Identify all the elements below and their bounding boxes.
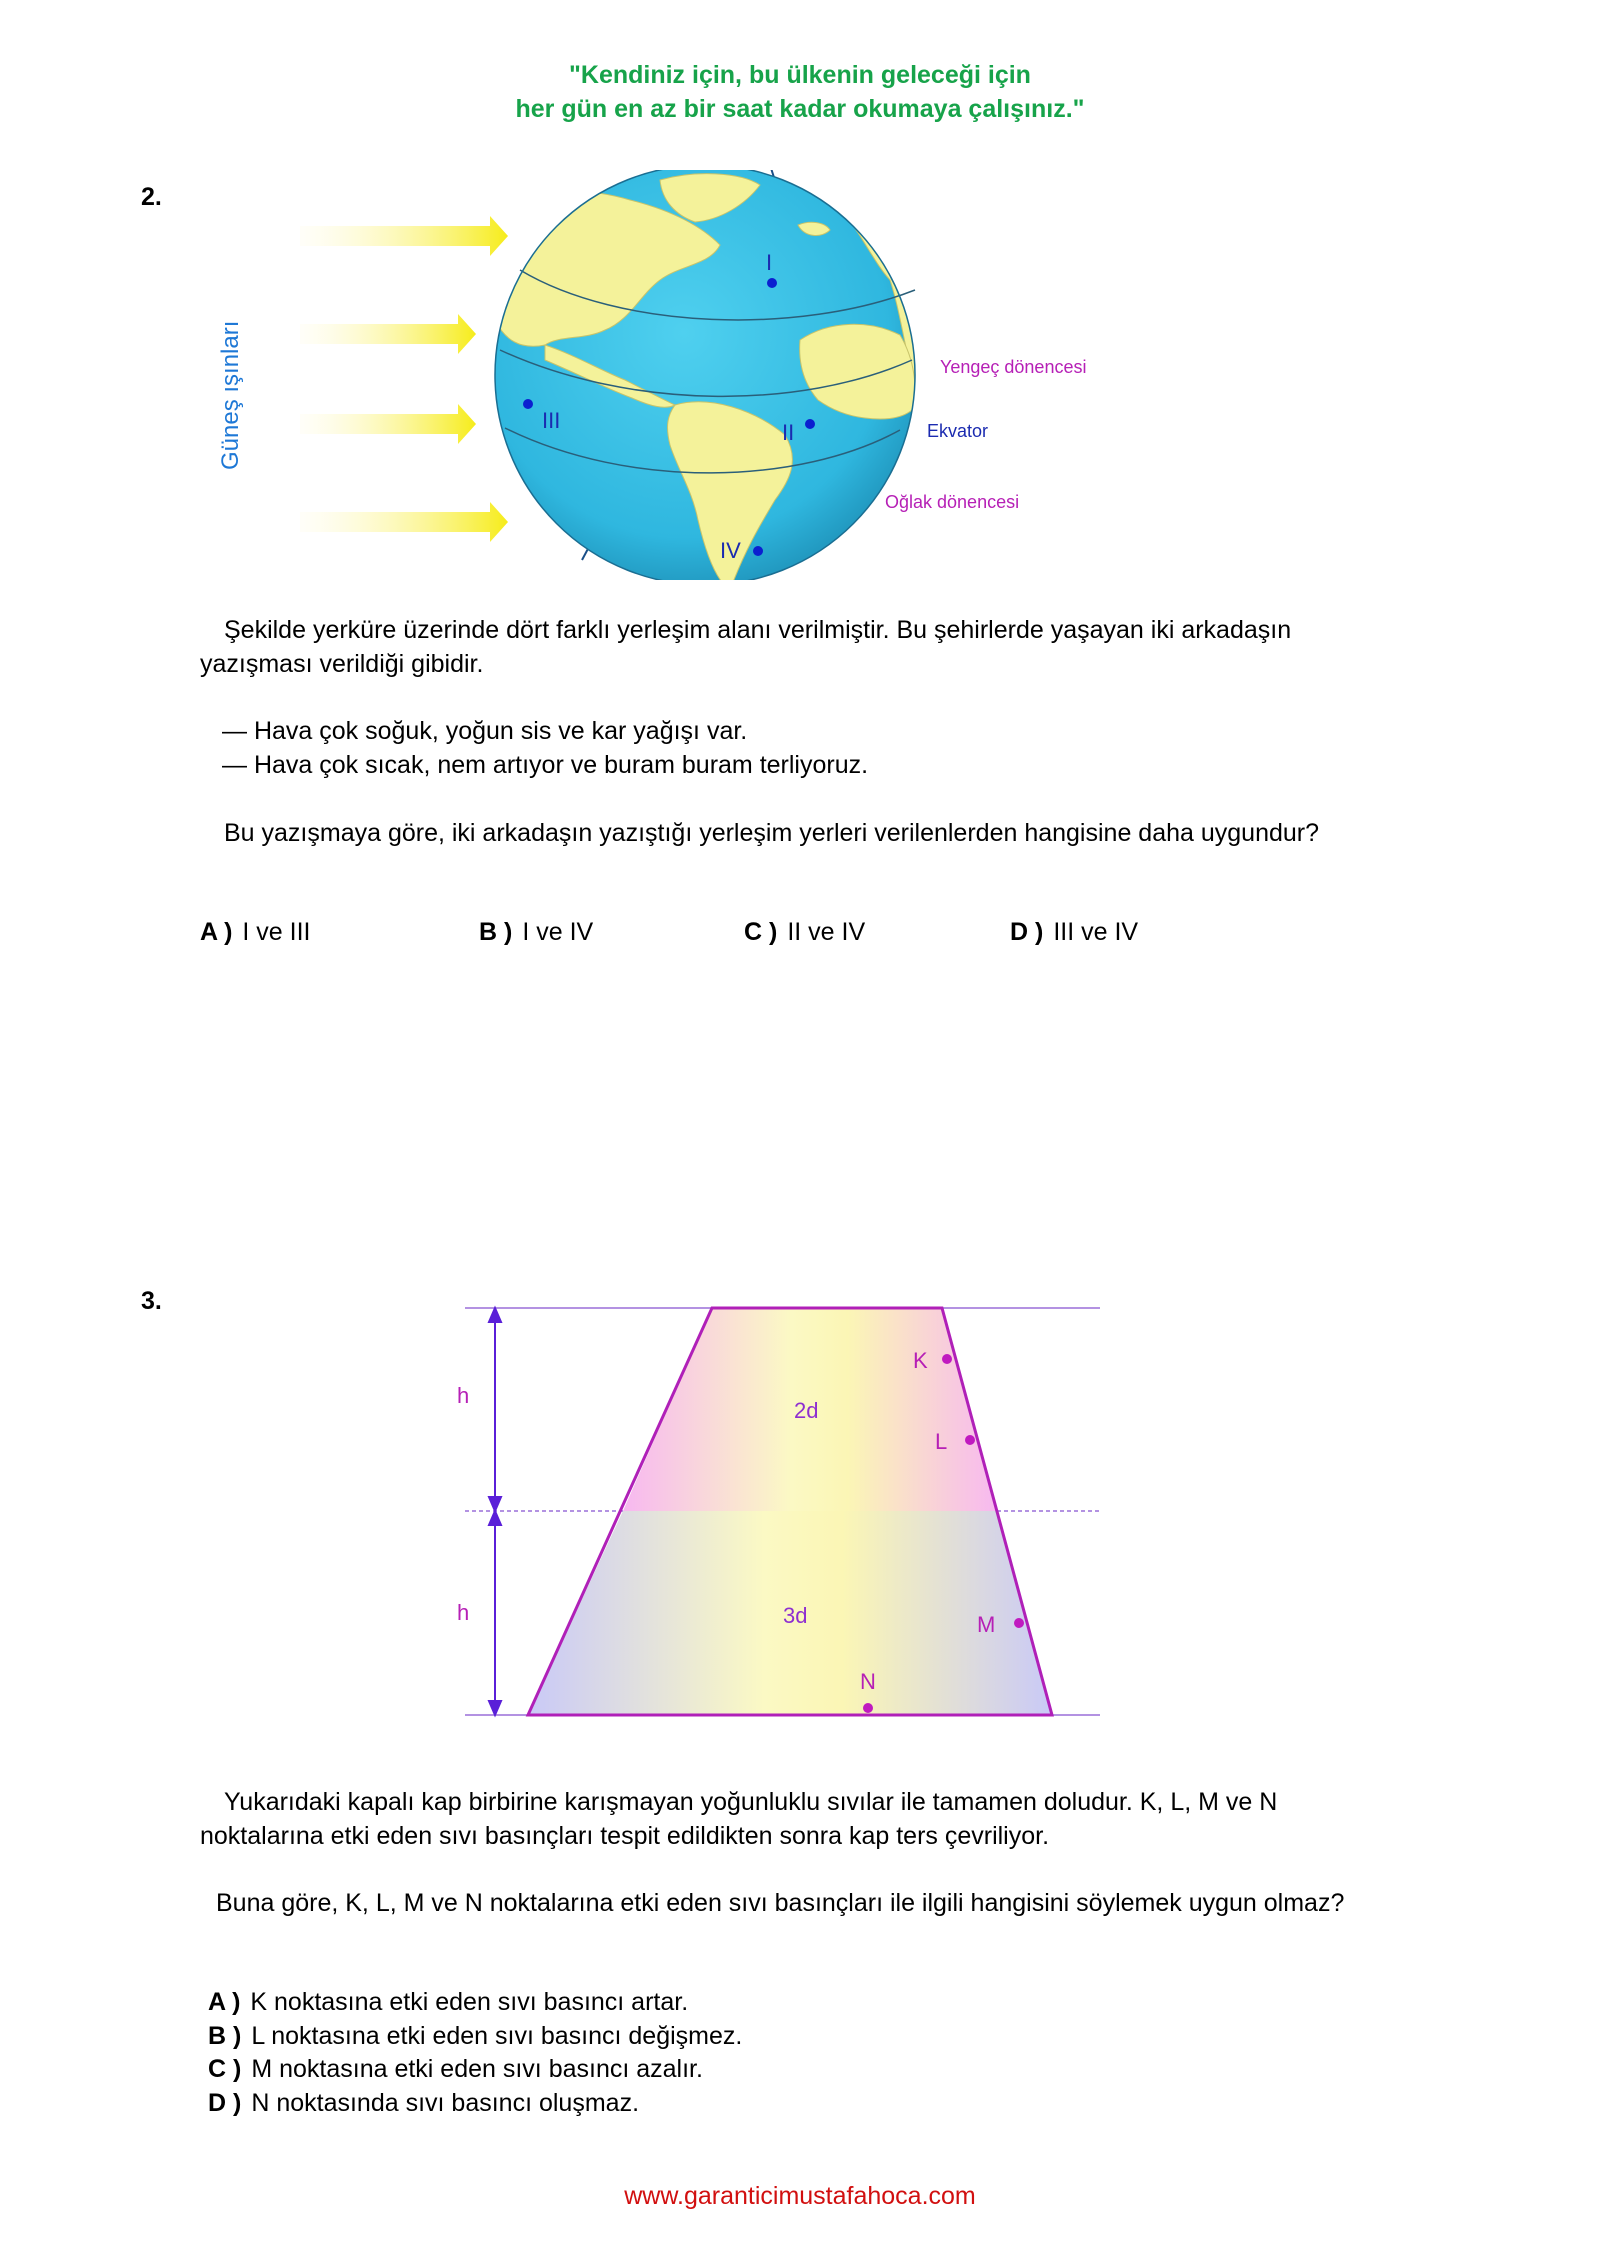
dialog-text-1: Hava çok soğuk, yoğun sis ve kar yağışı var. [253, 717, 748, 745]
option-letter: A ) [200, 918, 233, 946]
q2-paragraph [200, 613, 1291, 681]
option-text: N noktasında sıvı basıncı oluşmaz. [251, 2089, 640, 2117]
option-letter: A ) [208, 1988, 241, 2016]
option-letter: B ) [479, 918, 513, 946]
option-letter: B ) [208, 2022, 242, 2050]
q2-question: Bu yazışmaya göre, iki arkadaşın yazıştığı yerleşim yerleri verilenlerden hangisine daha uygundur? [224, 819, 1320, 847]
point-I-marker [767, 278, 777, 288]
dialog-line-2 [222, 748, 868, 782]
point-M-marker [1014, 1618, 1024, 1628]
point-K-marker [942, 1354, 952, 1364]
q2-dialog [222, 714, 868, 782]
footer-url[interactable]: www.garanticimustafahoca.com [624, 2182, 976, 2210]
h-label-bottom: h [457, 1600, 470, 1625]
option-text: K noktasına etki eden sıvı basıncı artar. [250, 1988, 689, 2016]
equator-label: Ekvator [927, 421, 989, 441]
sun-ray-arrows [300, 216, 508, 542]
option-text: I ve III [242, 918, 311, 946]
q2-paragraph-line-1: Şekilde yerküre üzerinde dört farklı yerleşim alanı verilmiştir. Bu şehirlerde yaşayan iki arkadaşın [224, 616, 1292, 644]
sun-ray-arrow-1 [300, 216, 508, 256]
sun-rays-label: Güneş ışınları [217, 320, 244, 470]
motto [0, 58, 1600, 126]
option-letter: D ) [208, 2089, 242, 2117]
option-text: III ve IV [1053, 918, 1139, 946]
tropic-cancer-label: Yengeç dönencesi [940, 357, 1087, 377]
question-3-number: 3. [141, 1287, 162, 1315]
option-letter: D ) [1010, 918, 1044, 946]
point-II-label: II [782, 420, 795, 445]
option-text: L noktasına etki eden sıvı basıncı değişmez. [251, 2022, 743, 2050]
point-IV-marker [753, 546, 763, 556]
q3-paragraph-line-1: Yukarıdaki kapalı kap birbirine karışmayan yoğunluklu sıvılar ile tamamen doludur. K, L, M ve N [224, 1788, 1278, 1816]
motto-line-2: her gün en az bir saat kadar okumaya çalışınız." [515, 95, 1085, 123]
dialog-line-1 [222, 714, 868, 748]
point-N-label: N [860, 1669, 876, 1694]
earth-figure [200, 170, 1120, 580]
q3-option-c[interactable] [208, 2055, 703, 2084]
q3-option-b[interactable] [208, 2022, 742, 2051]
sun-ray-arrow-4 [300, 502, 508, 542]
q2-option-c[interactable] [744, 918, 865, 947]
q3-question: Buna göre, K, L, M ve N noktalarına etki eden sıvı basınçları ile ilgili hangisini söylemek uygun olmaz? [216, 1889, 1345, 1917]
q2-option-b[interactable] [479, 918, 593, 947]
point-IV-label: IV [720, 538, 741, 563]
q3-paragraph [200, 1785, 1277, 1853]
q3-paragraph-line-2: noktalarına etki eden sıvı basınçları tespit edildikten sonra kap ters çevriliyor. [200, 1822, 1050, 1850]
dash-icon: — [222, 751, 254, 779]
density-top-label: 2d [794, 1398, 819, 1423]
point-M-label: M [977, 1612, 996, 1637]
sun-ray-arrow-3 [300, 404, 476, 444]
dash-icon: — [222, 717, 254, 745]
q2-option-a[interactable] [200, 918, 311, 947]
option-text: II ve IV [787, 918, 866, 946]
h-label-top: h [457, 1383, 470, 1408]
point-L-marker [965, 1435, 975, 1445]
point-I-label: I [766, 250, 773, 275]
q3-option-d[interactable] [208, 2089, 639, 2118]
point-K-label: K [913, 1348, 928, 1373]
option-text: M noktasına etki eden sıvı basıncı azalır. [251, 2055, 703, 2083]
height-arrow-bottom [489, 1511, 501, 1715]
question-2-number: 2. [141, 183, 162, 211]
option-letter: C ) [744, 918, 778, 946]
q2-option-d[interactable] [1010, 918, 1138, 947]
density-bottom-label: 3d [783, 1603, 808, 1628]
dialog-text-2: Hava çok sıcak, nem artıyor ve buram buram terliyoruz. [253, 751, 869, 779]
tropic-capricorn-label: Oğlak dönencesi [885, 492, 1020, 512]
option-letter: C ) [208, 2055, 242, 2083]
q3-option-a[interactable] [208, 1988, 688, 2017]
point-II-marker [805, 419, 815, 429]
point-L-label: L [935, 1429, 948, 1454]
height-arrow-top [489, 1308, 501, 1511]
point-III-marker [523, 399, 533, 409]
motto-line-1: "Kendiniz için, bu ülkenin geleceği için [569, 61, 1031, 89]
point-III-label: III [542, 408, 561, 433]
q2-paragraph-line-2: yazışması verildiği gibidir. [200, 650, 484, 678]
sun-ray-arrow-2 [300, 314, 476, 354]
point-N-marker [863, 1703, 873, 1713]
option-text: I ve IV [522, 918, 594, 946]
container-figure [440, 1290, 1120, 1730]
